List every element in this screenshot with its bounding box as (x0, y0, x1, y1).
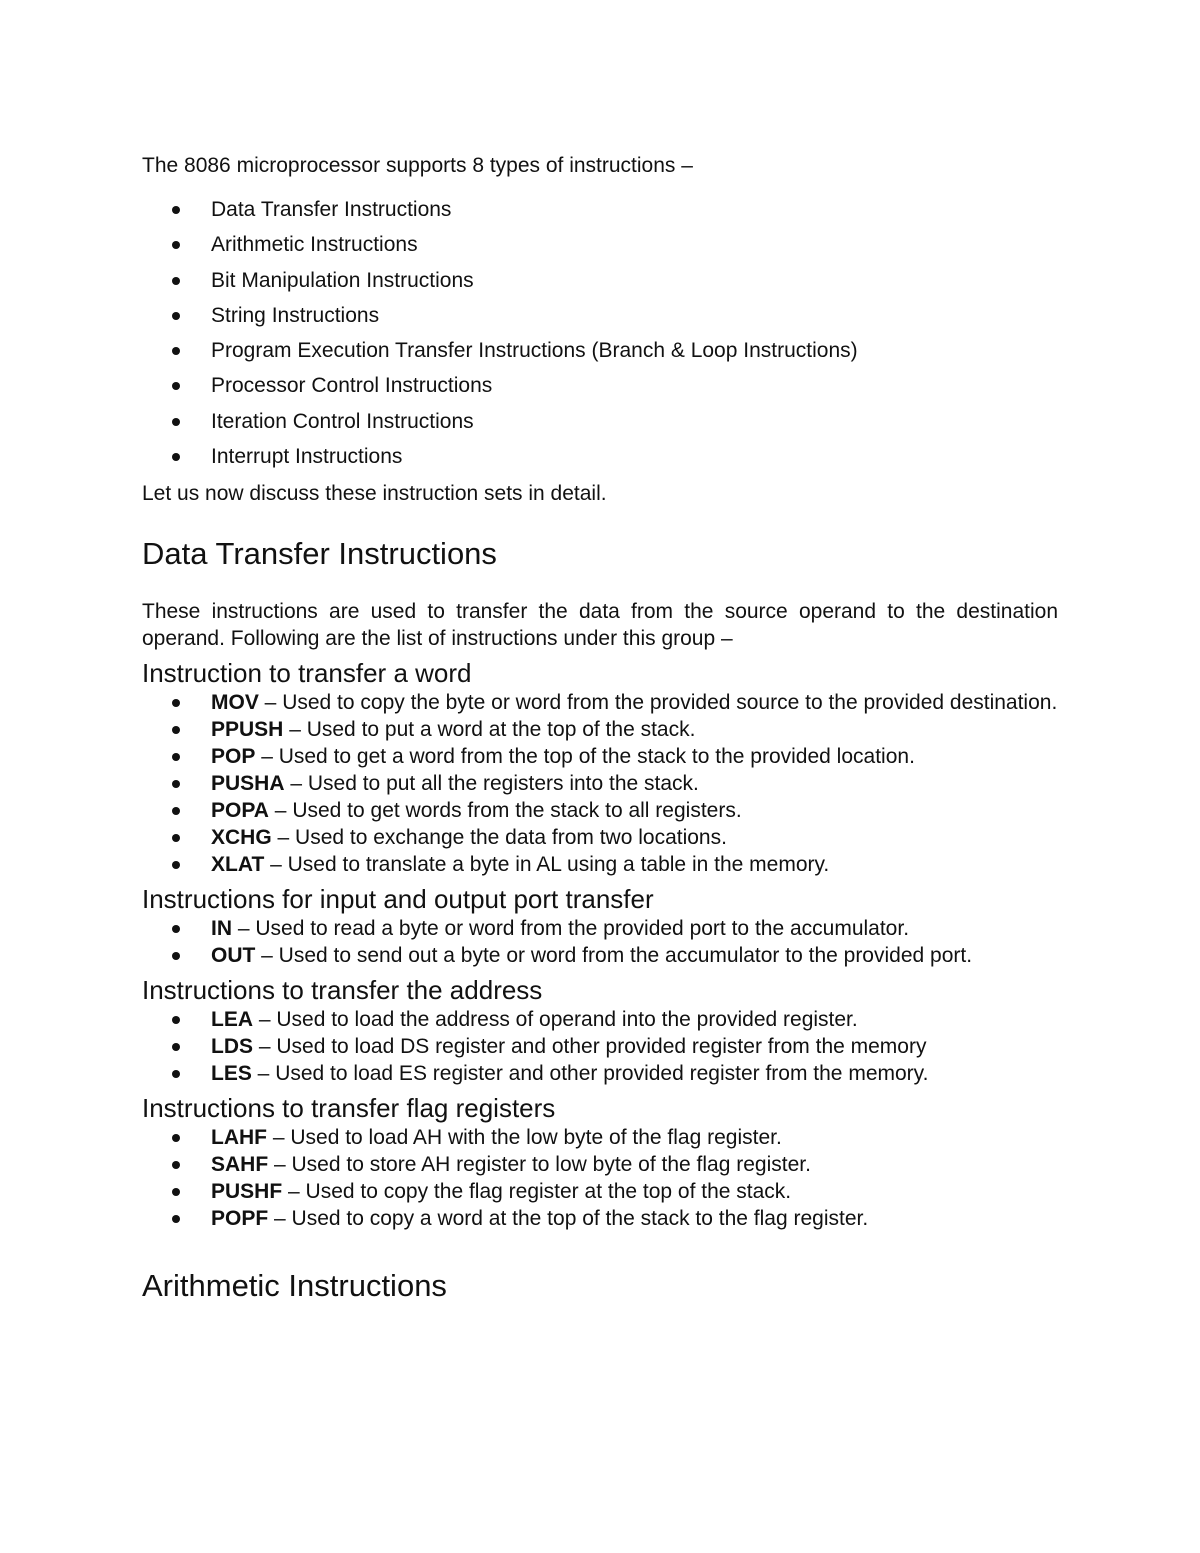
list-item: String Instructions (142, 298, 1058, 333)
instruction-code: LEA (211, 1008, 253, 1032)
list-item (142, 1205, 1058, 1232)
instruction-code: SAHF (211, 1153, 269, 1177)
document-page (142, 150, 1058, 1306)
list-item (142, 851, 1058, 878)
subheading-port-transfer: Instructions for input and output port transfer (142, 884, 654, 915)
section-heading-arithmetic: Arithmetic Instructions (142, 1268, 447, 1304)
instruction-types-list (142, 192, 1058, 474)
instruction-list (142, 1124, 1058, 1232)
list-item (142, 797, 1058, 824)
instruction-code: LES (211, 1062, 252, 1086)
instruction-code: PUSHF (211, 1180, 283, 1204)
instruction-desc: – Used to load AH with the low byte of the flag register. (267, 1126, 782, 1150)
list-item: Interrupt Instructions (142, 439, 1058, 474)
list-item (142, 915, 1058, 942)
list-item: Program Execution Transfer Instructions (Branch & Loop Instructions) (142, 333, 1058, 368)
instruction-desc: – Used to send out a byte or word from the accumulator to the provided port. (255, 944, 973, 968)
instruction-code: POPA (211, 799, 269, 823)
instruction-desc: – Used to load the address of operand into the provided register. (253, 1008, 858, 1032)
list-item: Iteration Control Instructions (142, 404, 1058, 439)
subheading-transfer-address: Instructions to transfer the address (142, 975, 543, 1006)
instruction-desc: – Used to load ES register and other provided register from the memory. (251, 1062, 929, 1086)
instruction-desc: – Used to translate a byte in AL using a table in the memory. (264, 853, 830, 877)
instruction-code: POPF (211, 1207, 269, 1231)
instruction-code: PPUSH (211, 718, 284, 742)
instruction-desc: – Used to load DS register and other provided register from the memory (253, 1035, 927, 1059)
instruction-desc: – Used to put a word at the top of the stack. (283, 718, 696, 742)
instruction-code: OUT (211, 944, 256, 968)
list-item: Arithmetic Instructions (142, 227, 1058, 262)
instruction-desc: – Used to exchange the data from two locations. (271, 826, 727, 850)
instruction-desc: – Used to copy the flag register at the top of the stack. (282, 1180, 792, 1204)
instruction-code: PUSHA (211, 772, 285, 796)
instruction-list (142, 1006, 1058, 1087)
subheading-transfer-word: Instruction to transfer a word (142, 658, 472, 689)
instruction-code: XCHG (211, 826, 272, 850)
instruction-desc: – Used to copy the byte or word from the provided source to the provided destination. (258, 691, 1058, 715)
list-item (142, 1033, 1058, 1060)
instruction-list (142, 915, 1058, 969)
instruction-desc: – Used to get a word from the top of the stack to the provided location. (255, 745, 915, 769)
instruction-code: LDS (211, 1035, 253, 1059)
instruction-code: POP (211, 745, 256, 769)
list-item (142, 824, 1058, 851)
list-item (142, 1006, 1058, 1033)
instruction-desc: – Used to get words from the stack to all registers. (268, 799, 742, 823)
list-item (142, 770, 1058, 797)
list-item: Bit Manipulation Instructions (142, 263, 1058, 298)
list-item (142, 1151, 1058, 1178)
list-item: Data Transfer Instructions (142, 192, 1058, 227)
list-item (142, 1060, 1058, 1087)
instruction-desc: – Used to copy a word at the top of the stack to the flag register. (268, 1207, 869, 1231)
section-paragraph: These instructions are used to transfer the data from the source operand to the destination operand. Following are the list of instructions under this group – (142, 600, 1058, 651)
subheading-flag-registers: Instructions to transfer flag registers (142, 1093, 556, 1124)
list-item (142, 942, 1058, 969)
instruction-desc: – Used to read a byte or word from the provided port to the accumulator. (232, 917, 910, 941)
instruction-desc: – Used to store AH register to low byte of the flag register. (268, 1153, 811, 1177)
list-item (142, 1178, 1058, 1205)
list-item (142, 743, 1058, 770)
list-item (142, 689, 1058, 716)
section-heading-data-transfer: Data Transfer Instructions (142, 536, 497, 572)
intro-text: The 8086 microprocessor supports 8 types of instructions – (142, 154, 693, 177)
list-item (142, 716, 1058, 743)
instruction-desc: – Used to put all the registers into the stack. (284, 772, 699, 796)
instruction-code: IN (211, 917, 232, 941)
transition-text: Let us now discuss these instruction sets in detail. (142, 482, 607, 506)
instruction-code: XLAT (211, 853, 265, 877)
list-item: Processor Control Instructions (142, 368, 1058, 403)
instruction-list (142, 689, 1058, 878)
instruction-code: LAHF (211, 1126, 267, 1150)
instruction-code: MOV (211, 691, 259, 715)
list-item (142, 1124, 1058, 1151)
